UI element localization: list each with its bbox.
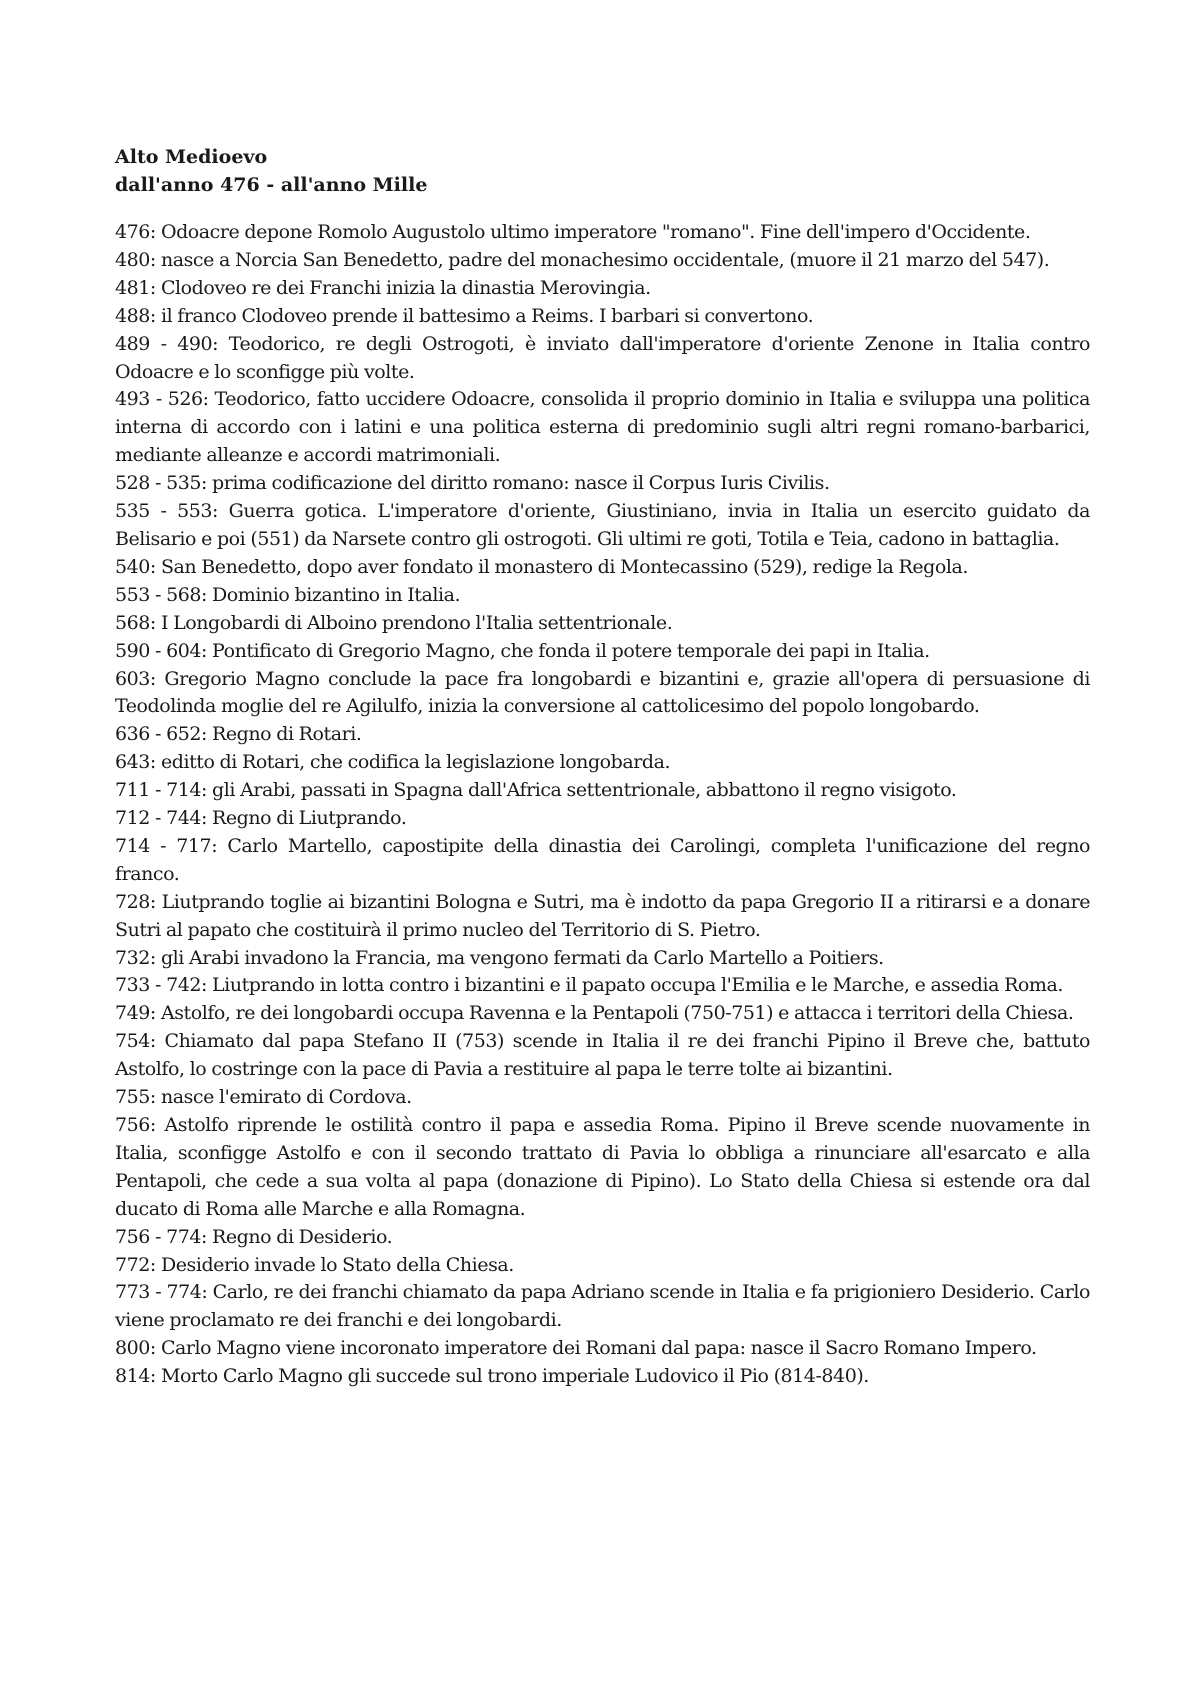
timeline-entry: 728: Liutprando toglie ai bizantini Bologna e Sutri, ma è indotto da papa Gregorio II a ritirarsi e a donare Sutri al papato che costituirà il primo nucleo del Territorio di S. Pietro.: [115, 890, 1090, 941]
timeline-entry: 711 - 714: gli Arabi, passati in Spagna dall'Africa settentrionale, abbattono il regno visigoto.: [115, 779, 957, 802]
timeline-entry: 733 - 742: Liutprando in lotta contro i bizantini e il papato occupa l'Emilia e le Marche, e assedia Roma.: [115, 974, 1063, 997]
timeline-entry: 553 - 568: Dominio bizantino in Italia.: [115, 583, 461, 606]
timeline-entry: 535 - 553: Guerra gotica. L'imperatore d'oriente, Giustiniano, invia in Italia un esercito guidato da Belisario e poi (551) da Narsete contro gli ostrogoti. Gli ultimi re goti, Totila e Teia, cadono in battaglia.: [115, 500, 1090, 550]
timeline-entry: 755: nasce l'emirato di Cordova.: [115, 1086, 412, 1109]
timeline-entry: 568: I Longobardi di Alboino prendono l'Italia settentrionale.: [115, 611, 673, 634]
timeline-entry: 756: Astolfo riprende le ostilità contro il papa e assedia Roma. Pipino il Breve scende nuovamente in Italia, sconfigge Astolfo e con il secondo trattato di Pavia lo obbliga a rinunciare all'esarcato e alla Pentapoli, che cede a sua volta al papa (donazione di Pipino). Lo Stato della Chiesa si estende ora dal ducato di Roma alle Marche e alla Romagna.: [115, 1114, 1090, 1220]
document-body: [115, 143, 1090, 1391]
timeline-entry: 488: il franco Clodoveo prende il battesimo a Reims. I barbari si convertono.: [115, 304, 814, 327]
document-subtitle: dall'anno 476 - all'anno Mille: [115, 174, 428, 196]
spacer: [115, 199, 1090, 219]
timeline-entry: 480: nasce a Norcia San Benedetto, padre del monachesimo occidentale, (muore il 21 marzo del 547).: [115, 248, 1050, 271]
timeline-entry: 636 - 652: Regno di Rotari.: [115, 723, 362, 746]
timeline-entry: 540: San Benedetto, dopo aver fondato il monastero di Montecassino (529), redige la Regola.: [115, 555, 968, 578]
timeline-entry: 528 - 535: prima codificazione del diritto romano: nasce il Corpus Iuris Civilis.: [115, 472, 830, 495]
document-title: Alto Medioevo: [115, 146, 268, 168]
timeline-list: [115, 219, 1090, 1391]
timeline-entry: 476: Odoacre depone Romolo Augustolo ultimo imperatore "romano". Fine dell'impero d'Occidente.: [115, 221, 1031, 243]
timeline-entry: 749: Astolfo, re dei longobardi occupa Ravenna e la Pentapoli (750-751) e attacca i territori della Chiesa.: [115, 1002, 1074, 1025]
timeline-entry: 800: Carlo Magno viene incoronato imperatore dei Romani dal papa: nasce il Sacro Romano Impero.: [115, 1337, 1037, 1360]
timeline-entry: 643: editto di Rotari, che codifica la legislazione longobarda.: [115, 751, 671, 774]
timeline-entry: 489 - 490: Teodorico, re degli Ostrogoti, è inviato dall'imperatore d'oriente Zenone in Italia contro Odoacre e lo sconfigge più volte.: [115, 332, 1090, 383]
timeline-entry: 732: gli Arabi invadono la Francia, ma vengono fermati da Carlo Martello a Poitiers.: [115, 946, 884, 969]
timeline-entry: 493 - 526: Teodorico, fatto uccidere Odoacre, consolida il proprio dominio in Italia e sviluppa una politica interna di accordo con i latini e una politica esterna di predominio sugli altri regni romano-barbarici, mediante alleanze e accordi matrimoniali.: [115, 388, 1090, 467]
timeline-entry: 590 - 604: Pontificato di Gregorio Magno, che fonda il potere temporale dei papi in Italia.: [115, 639, 930, 662]
timeline-entry: 481: Clodoveo re dei Franchi inizia la dinastia Merovingia.: [115, 276, 651, 299]
timeline-entry: 714 - 717: Carlo Martello, capostipite della dinastia dei Carolingi, completa l'unificazione del regno franco.: [115, 834, 1090, 885]
timeline-entry: 773 - 774: Carlo, re dei franchi chiamato da papa Adriano scende in Italia e fa prigioniero Desiderio. Carlo viene proclamato re dei franchi e dei longobardi.: [115, 1281, 1090, 1332]
timeline-entry: 712 - 744: Regno di Liutprando.: [115, 807, 407, 830]
timeline-entry: 756 - 774: Regno di Desiderio.: [115, 1225, 393, 1248]
timeline-entry: 603: Gregorio Magno conclude la pace fra longobardi e bizantini e, grazie all'opera di persuasione di Teodolinda moglie del re Agilulfo, inizia la conversione al cattolicesimo del popolo longobardo.: [115, 667, 1090, 718]
timeline-entry: 772: Desiderio invade lo Stato della Chiesa.: [115, 1253, 514, 1276]
timeline-entry: 814: Morto Carlo Magno gli succede sul trono imperiale Ludovico il Pio (814-840).: [115, 1365, 869, 1388]
timeline-entry: 754: Chiamato dal papa Stefano II (753) scende in Italia il re dei franchi Pipino il Breve che, battuto Astolfo, lo costringe con la pace di Pavia a restituire al papa le terre tolte ai bizantini.: [115, 1030, 1090, 1081]
